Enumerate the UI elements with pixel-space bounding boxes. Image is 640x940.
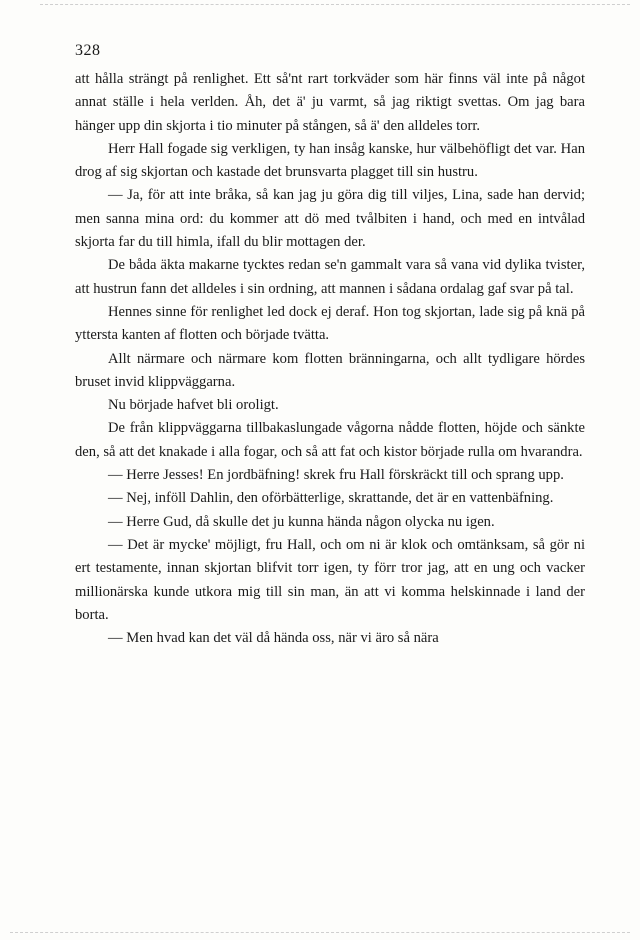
body-text <box>75 68 585 650</box>
paragraph: — Ja, för att inte bråka, så kan jag ju göra dig till viljes, Lina, sade han dervid; men sanna mina ord: du kommer att dö med tvålbiten i hand, och med en intvålad skjorta far du till himla, ifall du blir mottagen der. <box>75 187 585 251</box>
paragraph: Allt närmare och närmare kom flotten bränningarna, och allt tydligare hördes bruset invid klippväggarna. <box>75 350 585 390</box>
paragraph: De båda äkta makarne tycktes redan se'n gammalt vara så vana vid dylika tvister, att hustrun fann det alldeles i sin ordning, att mannen i sådana ordalag gaf svar på tal. <box>75 257 585 297</box>
paragraph: Nu började hafvet bli oroligt. <box>108 397 279 414</box>
paragraph: Hennes sinne för renlighet led dock ej deraf. Hon tog skjortan, lade sig på knä på yttersta kanten af flotten och började tvätta. <box>75 303 585 344</box>
paragraph-continuation: att hålla strängt på renlighet. Ett så'nt rart torkväder som här finns väl inte på något annat ställe i hela verlden. Åh, det ä' ju varmt, så jag riktigt svettas. Om jag bara hänger upp din skjorta i tio minuter på stången, så ä' den alldeles torr. <box>75 71 585 134</box>
page-number: 328 <box>75 42 101 59</box>
paragraph: Herr Hall fogade sig verkligen, ty han insåg kanske, hur välbehöfligt det var. Han drog af sig skjortan och kastade det brunsvarta plagget till sin hustru. <box>75 140 585 181</box>
paragraph: — Herre Gud, då skulle det ju kunna hända någon olycka nu igen. <box>108 513 495 530</box>
paragraph: — Det är mycke' möjligt, fru Hall, och om ni är klok och omtänksam, så gör ni ert testamente, innan skjortan blifvit torr igen, ty förr tror jag, att en ung och vacker millionärska kunde utkora mig till sin man, än att vi komma helskinnade i land der borta. <box>75 536 585 623</box>
scan-top-edge <box>40 4 630 5</box>
paragraph: — Herre Jesses! En jordbäfning! skrek fru Hall förskräckt till och sprang upp. <box>108 467 564 484</box>
paragraph: — Men hvad kan det väl då hända oss, när vi äro så nära <box>108 630 439 647</box>
scan-bottom-edge <box>10 932 630 933</box>
paragraph: — Nej, inföll Dahlin, den oförbätterlige, skrattande, det är en vattenbäfning. <box>108 490 554 507</box>
paragraph: De från klippväggarna tillbakaslungade vågorna nådde flotten, höjde och sänkte den, så att det knakade i alla fogar, och så att fat och kistor började rulla om hvarandra. <box>75 420 585 460</box>
